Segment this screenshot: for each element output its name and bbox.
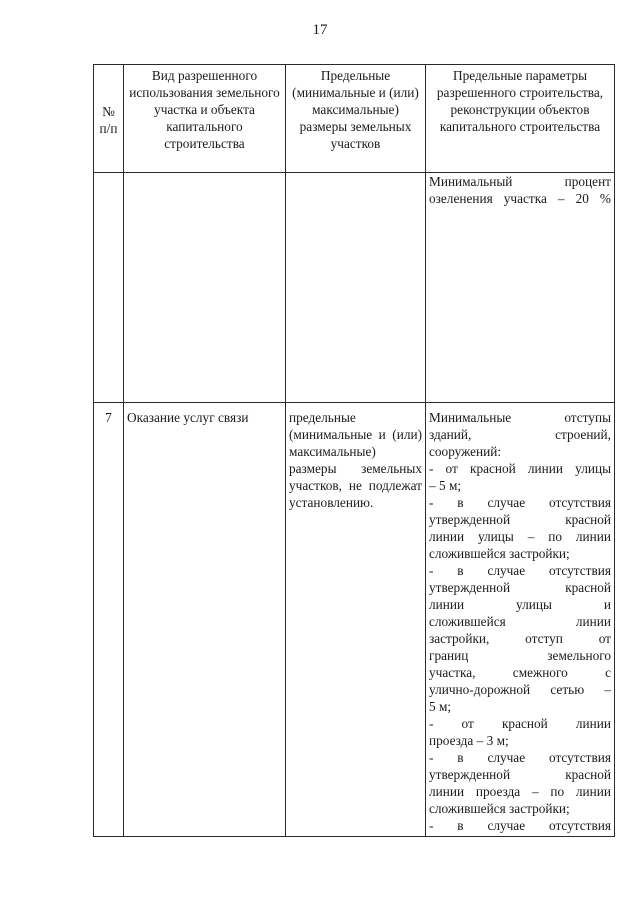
header-use-type: Вид разрешенного использования земельного участка и объекта капитального строительства <box>124 65 286 173</box>
parameters-line: линии улицы – по линии <box>429 529 611 544</box>
cell-plot-sizes <box>286 173 426 403</box>
parameters-line: – 5 м; <box>429 478 462 493</box>
parameters-line: линии улицы и <box>429 597 611 612</box>
cell-use-type: Оказание услуг связи <box>124 403 286 837</box>
cell-parameters <box>426 403 615 837</box>
header-number: № п/п <box>94 65 124 173</box>
parameters-line: участка, смежного с <box>429 665 611 680</box>
table-header-row <box>94 65 615 173</box>
table-row-continued <box>94 173 615 403</box>
cell-number <box>94 173 124 403</box>
parameters-line: линии проезда – по линии <box>429 784 611 799</box>
parameters-text: Минимальный процент озеленения участка – 20 % <box>429 174 611 206</box>
parameters-line: утвержденной красной <box>429 580 611 595</box>
parameters-line: - в случае отсутствия <box>429 563 611 578</box>
cell-plot-sizes: предельные (минимальные и (или) максимальные) размеры земельных участков, не подлежат установлению. <box>286 403 426 837</box>
parameters-line: Минимальные отступы <box>429 410 611 425</box>
parameters-line: сложившейся застройки; <box>429 801 570 816</box>
parameters-line: зданий, строений, <box>429 427 611 442</box>
parameters-line: - в случае отсутствия <box>429 818 611 833</box>
parameters-line: - от красной линии <box>429 716 611 731</box>
header-parameters: Предельные параметры разрешенного строительства, реконструкции объектов капитального строительства <box>426 65 615 173</box>
parameters-line: застройки, отступ от <box>429 631 611 646</box>
parameters-line: сложившейся застройки; <box>429 546 570 561</box>
parameters-line: 5 м; <box>429 699 452 714</box>
parameters-line: - в случае отсутствия <box>429 495 611 510</box>
parameters-line: сооружений: <box>429 444 502 459</box>
parameters-line: сложившейся линии <box>429 614 611 629</box>
parameters-line: утвержденной красной <box>429 767 611 782</box>
table-row-7 <box>94 403 615 837</box>
parameters-line: проезда – 3 м; <box>429 733 509 748</box>
page-number: 17 <box>312 22 328 38</box>
parameters-line: границ земельного <box>429 648 611 663</box>
header-plot-sizes: Предельные (минимальные и (или) максимальные) размеры земельных участков <box>286 65 426 173</box>
cell-number: 7 <box>94 403 124 837</box>
parameters-line: утвержденной красной <box>429 512 611 527</box>
parameters-line: - в случае отсутствия <box>429 750 611 765</box>
cell-use-type <box>124 173 286 403</box>
parameters-line: - от красной линии улицы <box>429 461 611 476</box>
cell-parameters <box>426 173 615 403</box>
parameters-line: улично-дорожной сетью – <box>429 682 611 697</box>
land-use-regulations-table <box>93 64 615 837</box>
